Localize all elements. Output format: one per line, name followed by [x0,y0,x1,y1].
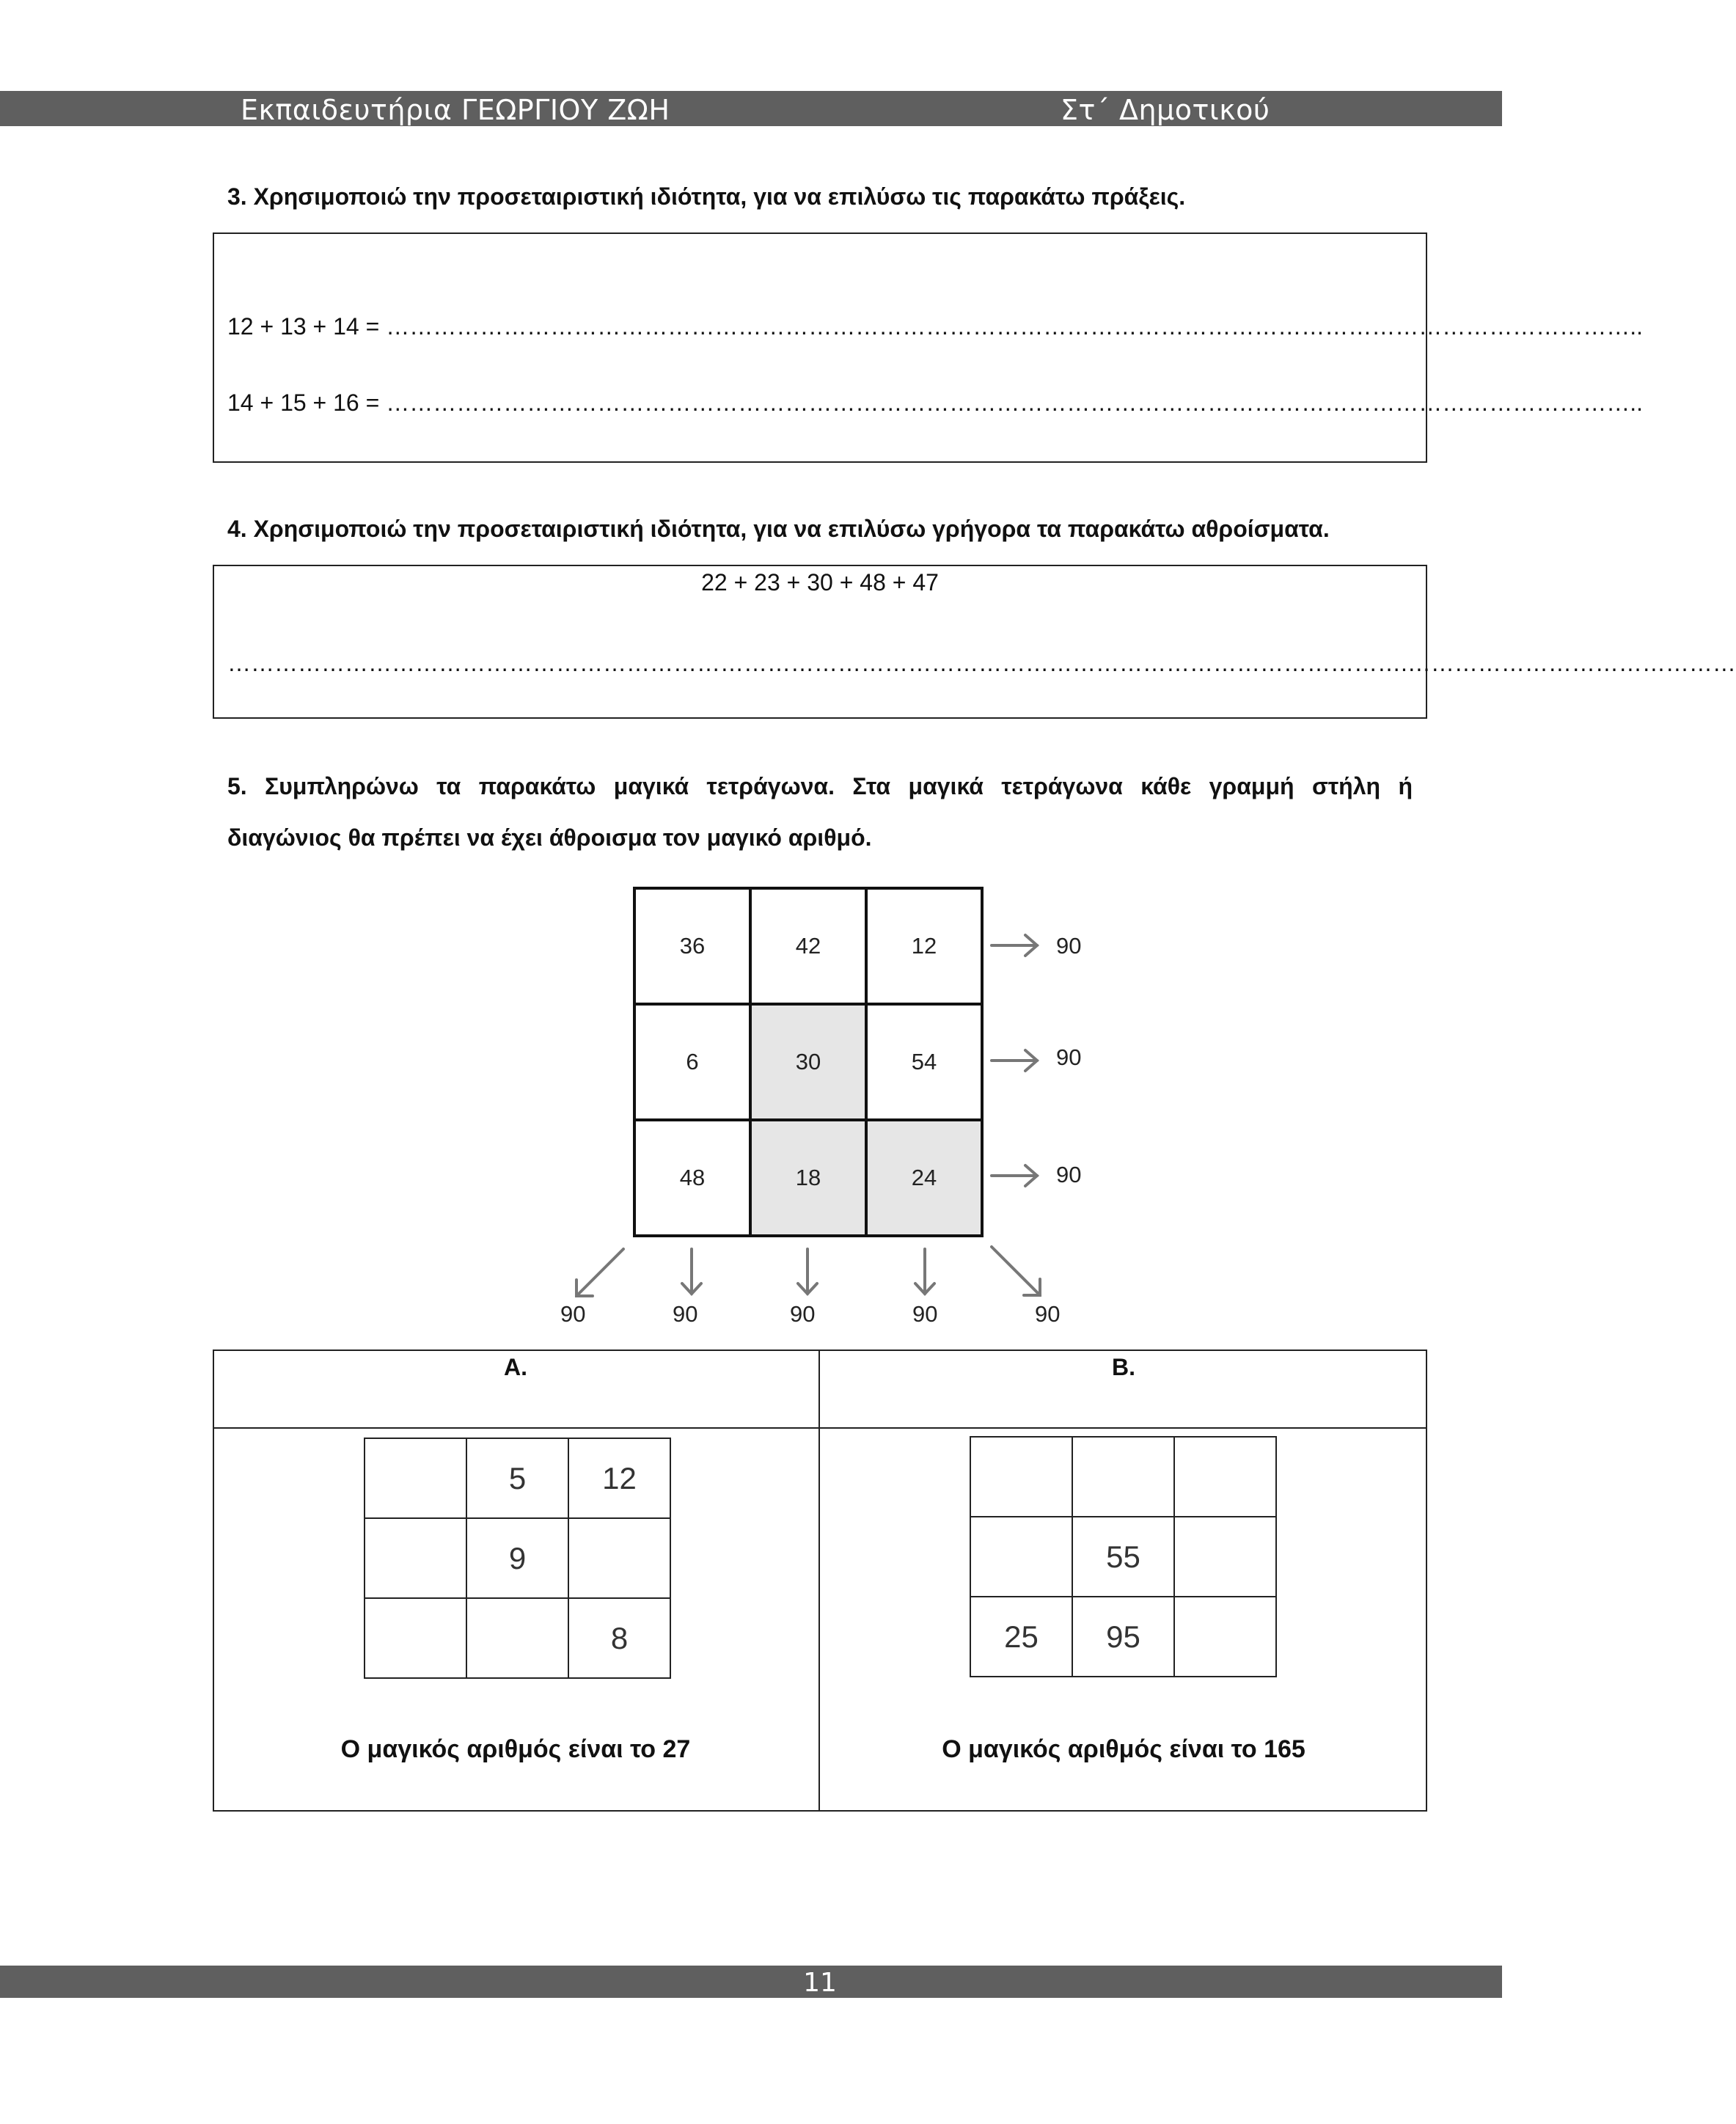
square-a-cell[interactable] [365,1438,466,1518]
table-divider [213,1427,1427,1429]
column-a-header: Α. [504,1354,527,1380]
square-b-cell: 25 [970,1597,1072,1677]
column-sum: 90 [912,1301,938,1327]
magic-square-b [970,1436,1277,1677]
square-a-cell[interactable] [466,1598,568,1678]
column-sum: 90 [673,1301,698,1327]
example-cell: 12 [866,888,982,1004]
q4-answer-line: …………………………………………………………………………………………………………………………………….…………………………………… [227,650,1736,676]
example-cell: 30 [750,1004,866,1120]
example-cell: 54 [866,1004,982,1120]
square-a-cell: 5 [466,1438,568,1518]
diagonal-sum: 90 [1035,1301,1061,1327]
q4-expression: 22 + 23 + 30 + 48 + 47 [701,569,939,596]
row-sum: 90 [1056,933,1082,959]
q3-line-2: 14 + 15 + 16 = …………………………………………………………………………………………………………………………………………….. [227,389,1643,416]
example-cell: 36 [634,888,750,1004]
square-a-cell: 8 [568,1598,670,1678]
row-sum: 90 [1056,1162,1082,1187]
square-b-cell[interactable] [1174,1597,1276,1677]
magic-number-a: Ο μαγικός αριθμός είναι το 27 [340,1735,691,1763]
example-cell: 42 [750,888,866,1004]
grade-label: Στ΄ Δημοτικού [1061,94,1270,126]
example-cell: 48 [634,1120,750,1236]
example-cell: 18 [750,1120,866,1236]
square-a-cell[interactable] [568,1518,670,1598]
square-a-cell: 12 [568,1438,670,1518]
q3-line-1: 12 + 13 + 14 = …………………………………………………………………………………………………………………………………………….. [227,313,1643,340]
magic-square-a [364,1438,671,1679]
square-b-cell[interactable] [1072,1437,1174,1517]
column-b-header: Β. [1112,1354,1135,1380]
square-b-cell[interactable] [1174,1437,1276,1517]
square-b-cell: 95 [1072,1597,1174,1677]
diagonal-sum: 90 [560,1301,586,1327]
q4-title: 4. Χρησιμοποιώ την προσεταιριστική ιδιότητα, για να επιλύσω γρήγορα τα παρακάτω αθροίσματα. [227,516,1330,542]
square-b-cell[interactable] [970,1517,1072,1597]
school-name: Εκπαιδευτήρια ΓΕΩΡΓΙΟΥ ΖΩΗ [241,94,670,126]
square-b-cell[interactable] [1174,1517,1276,1597]
q5-title-line-2: διαγώνιος θα πρέπει να έχει άθροισμα τον μαγικό αριθμό. [227,824,872,851]
square-b-cell[interactable] [970,1437,1072,1517]
page-number: 11 [803,1968,837,1998]
example-cell: 6 [634,1004,750,1120]
square-a-cell[interactable] [365,1518,466,1598]
square-a-cell: 9 [466,1518,568,1598]
q5-title-line-1: 5. Συμπληρώνω τα παρακάτω μαγικά τετράγωνα. Στα μαγικά τετράγωνα κάθε γραμμή στήλη ή [227,773,1413,799]
q3-title: 3. Χρησιμοποιώ την προσεταιριστική ιδιότητα, για να επιλύσω τις παρακάτω πράξεις. [227,183,1186,210]
square-b-cell: 55 [1072,1517,1174,1597]
column-sum: 90 [790,1301,816,1327]
square-a-cell[interactable] [365,1598,466,1678]
row-sum: 90 [1056,1044,1082,1070]
example-cell: 24 [866,1120,982,1236]
magic-number-b: Ο μαγικός αριθμός είναι το 165 [942,1735,1305,1763]
